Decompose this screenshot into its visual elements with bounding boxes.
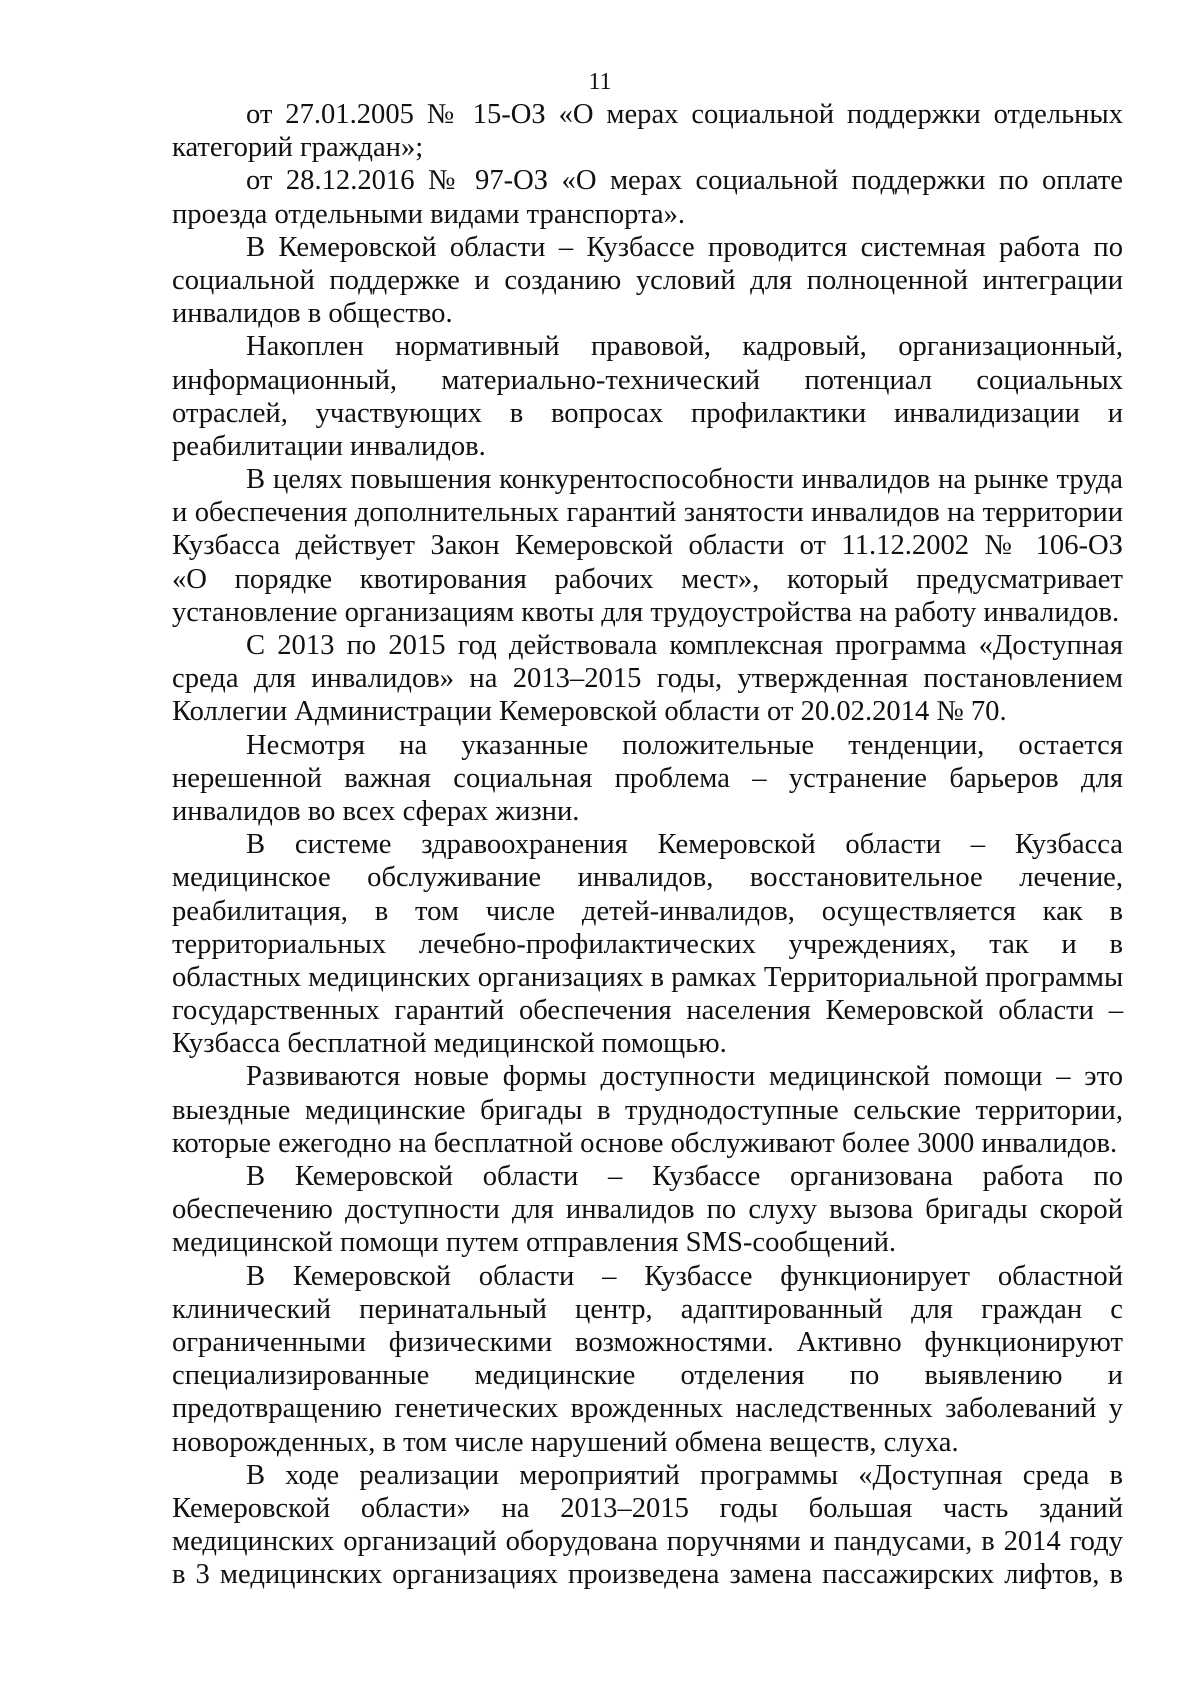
- text-line: проезда отдельными видами транспорта».: [172, 198, 686, 230]
- text-line: отраслей, участвующих в вопросах профилактики инвалидизации и: [172, 397, 1123, 429]
- text-line: медицинское обслуживание инвалидов, восстановительное лечение,: [172, 862, 1123, 894]
- text-line: обеспечению доступности для инвалидов по слуху вызова бригады скорой: [172, 1194, 1123, 1226]
- text-line: Кузбасса бесплатной медицинской помощью.: [172, 1028, 727, 1060]
- text-line: государственных гарантий обеспечения населения Кемеровской области –: [172, 995, 1123, 1027]
- text-line: медицинских организаций оборудована поручнями и пандусами, в 2014 году: [172, 1526, 1123, 1558]
- text-line: В Кемеровской области – Кузбассе проводится системная работа по: [246, 231, 1123, 263]
- page-number: 11: [588, 69, 612, 95]
- text-line: информационный, материально-технический потенциал социальных: [172, 364, 1123, 396]
- text-line: и обеспечения дополнительных гарантий занятости инвалидов на территории: [172, 497, 1123, 529]
- text-line: в 3 медицинских организациях произведена замена пассажирских лифтов, в: [172, 1559, 1123, 1591]
- text-line: Коллегии Администрации Кемеровской области от 20.02.2014 № 70.: [172, 696, 1007, 728]
- text-line: от 28.12.2016 № 97-ОЗ «О мерах социальной поддержки по оплате: [246, 165, 1123, 197]
- text-line: Несмотря на указанные положительные тенденции, остается: [246, 729, 1123, 761]
- text-line: В Кемеровской области – Кузбассе функционирует областной: [246, 1260, 1123, 1292]
- text-line: специализированные медицинские отделения по выявлению и: [172, 1360, 1123, 1392]
- text-line: Накоплен нормативный правовой, кадровый, организационный,: [246, 331, 1123, 363]
- text-line: среда для инвалидов» на 2013–2015 годы, утвержденная постановлением: [172, 663, 1123, 695]
- text-line: Кемеровской области» на 2013–2015 годы большая часть зданий: [172, 1492, 1123, 1524]
- text-line: социальной поддержке и созданию условий для полноценной интеграции: [172, 264, 1123, 296]
- text-line: В ходе реализации мероприятий программы «Доступная среда в: [246, 1459, 1123, 1491]
- text-line: территориальных лечебно-профилактических учреждениях, так и в: [172, 928, 1123, 960]
- text-line: клинический перинатальный центр, адаптированный для граждан с: [172, 1293, 1123, 1325]
- text-line: В системе здравоохранения Кемеровской области – Кузбасса: [246, 829, 1123, 861]
- text-line: инвалидов во всех сферах жизни.: [172, 795, 580, 827]
- text-line: Развиваются новые формы доступности медицинской помощи – это: [246, 1061, 1123, 1093]
- text-line: инвалидов в общество.: [172, 298, 453, 330]
- text-line: ограниченными физическими возможностями. Активно функционируют: [172, 1326, 1123, 1358]
- text-line: категорий граждан»;: [172, 132, 424, 164]
- text-line: выездные медицинские бригады в труднодоступные сельские территории,: [172, 1094, 1123, 1126]
- text-line: установление организациям квоты для трудоустройства на работу инвалидов.: [172, 596, 1120, 628]
- text-line: медицинской помощи путем отправления SMS-сообщений.: [172, 1227, 897, 1259]
- text-line: от 27.01.2005 № 15-ОЗ «О мерах социальной поддержки отдельных: [246, 99, 1123, 130]
- document-body: [172, 98, 1123, 1591]
- text-line: «О порядке квотирования рабочих мест», который предусматривает: [172, 563, 1123, 595]
- text-line: предотвращению генетических врожденных наследственных заболеваний у: [172, 1393, 1123, 1425]
- text-line: которые ежегодно на бесплатной основе обслуживают более 3000 инвалидов.: [172, 1127, 1118, 1159]
- text-line: областных медицинских организациях в рамках Территориальной программы: [172, 961, 1124, 993]
- text-line: Кузбасса действует Закон Кемеровской области от 11.12.2002 № 106-ОЗ: [172, 530, 1123, 562]
- text-line: новорожденных, в том числе нарушений обмена веществ, слуха.: [172, 1426, 959, 1458]
- text-line: В Кемеровской области – Кузбассе организована работа по: [246, 1161, 1123, 1192]
- text-line: нерешенной важная социальная проблема – устранение барьеров для: [172, 762, 1123, 794]
- text-line: С 2013 по 2015 год действовала комплексная программа «Доступная: [246, 630, 1123, 661]
- text-line: В целях повышения конкурентоспособности инвалидов на рынке труда: [246, 464, 1123, 496]
- text-line: реабилитации инвалидов.: [172, 430, 486, 462]
- text-line: реабилитация, в том числе детей-инвалидов, осуществляется как в: [172, 895, 1123, 927]
